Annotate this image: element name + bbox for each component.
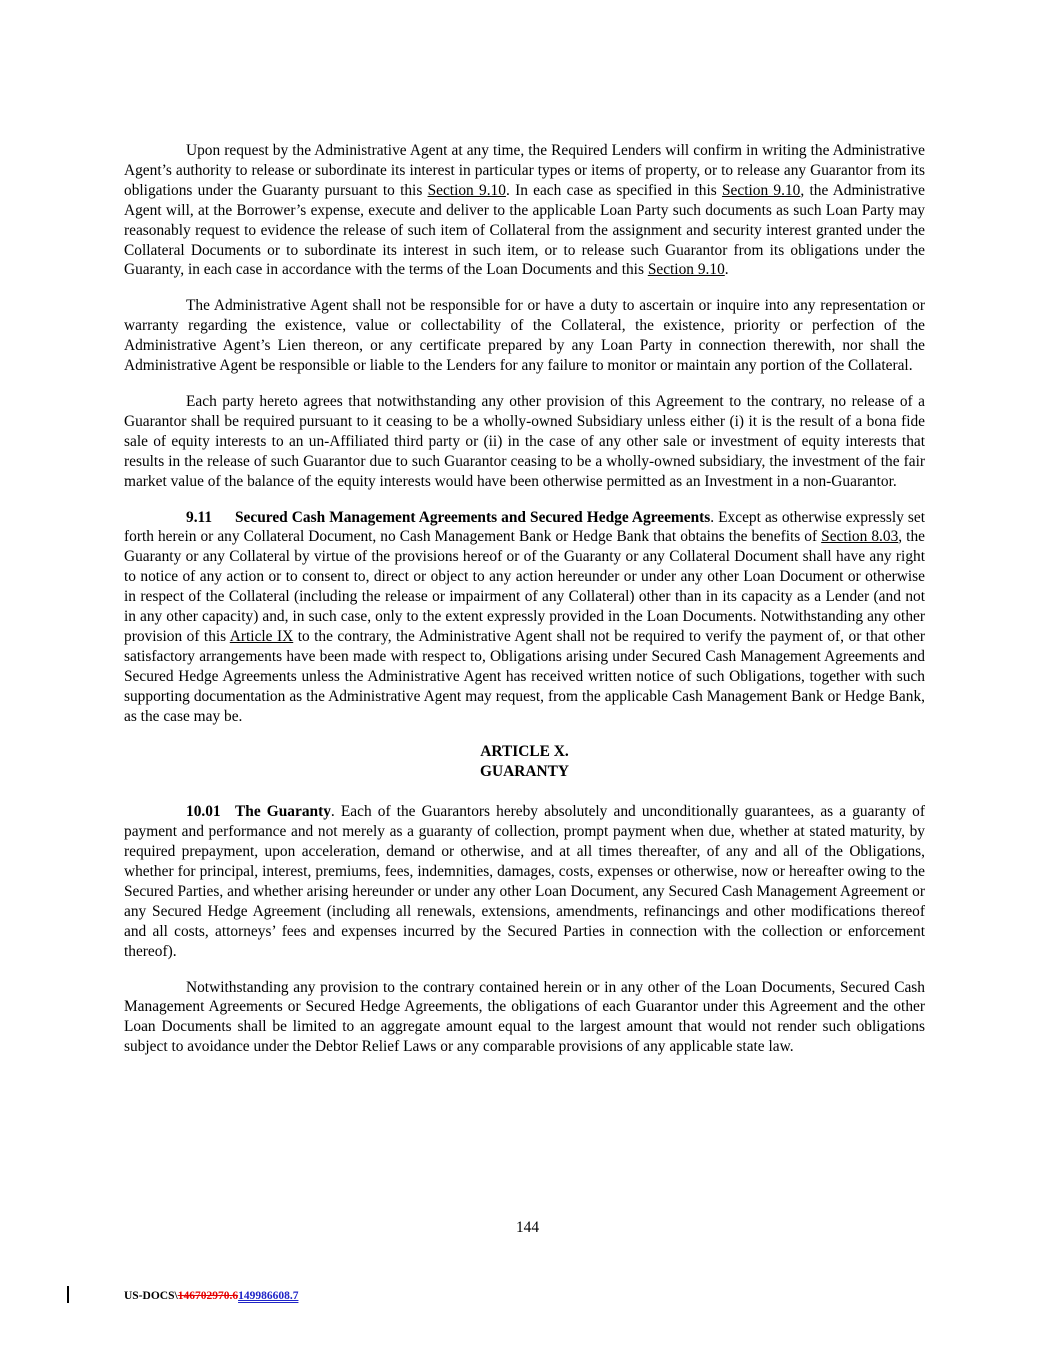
article-heading	[124, 742, 925, 782]
doc-id-deleted: 146702970.6	[177, 1290, 239, 1302]
section-heading: The Guaranty	[235, 803, 331, 821]
change-bar	[67, 1286, 69, 1303]
paragraph-text: Each party hereto agrees that notwithstanding any other provision of this Agreement to the contrary, no release of a Guarantor shall be required pursuant to it ceasing to be a wholly-owned Subsidiary unless either (i) it is the result of a bona fide sale of equity interests to an un-Affiliated third party or (ii) in the case of any other sale or investment of equity interests that results in the release of such Guarantor due to such Guarantor ceasing to be a wholly-owned subsidiary, the investment of the fair market value of the balance of the equity interests would have been otherwise permitted as an Investment in a non-Guarantor.	[124, 392, 925, 490]
paragraph-text: Upon request by the Administrative Agent at any time, the Required Lenders will confirm in writing the Administrative Agent’s authority to release or subordinate its interest in particular types or items of property, or to release any Guarantor from its obligations under the Guaranty pursuant to this	[124, 142, 925, 199]
section-reference-link: Section 9.10	[721, 181, 801, 199]
document-body	[124, 141, 925, 1073]
section-heading: Secured Cash Management Agreements and Secured Hedge Agreements	[235, 508, 711, 526]
paragraph-text: . Except as otherwise expressly set forth herein or any Collateral Document, no Cash Management Bank or Hedge Bank that obtains the benefits of	[124, 508, 925, 546]
section-10-01	[124, 802, 925, 961]
paragraph-agent-not-responsible	[124, 296, 925, 376]
paragraph-text: . Each of the Guarantors hereby absolutely and unconditionally guarantees, as a guaranty of payment and performance and not merely as a guaranty of collection, prompt payment when due, whether at stated maturity, by required prepayment, upon acceleration, demand or otherwise, and at all times thereafter, of any and all of the Obligations, whether for principal, interest, premiums, fees, indemnities, damages, costs, expenses or otherwise, now or hereafter owing to the Secured Parties, and whether arising hereunder or under any other Loan Document, any Secured Cash Management Agreement or any Secured Hedge Agreement (including all renewals, extensions, amendments, refinancings and other modifications thereof and all costs, attorneys’ fees and expenses incurred by the Secured Parties in connection with the collection or enforcement thereof).	[124, 803, 926, 960]
paragraph-text: .	[724, 261, 729, 279]
section-reference-link: Section 9.10	[647, 261, 725, 279]
article-title: GUARANTY	[480, 763, 569, 781]
paragraph-text: , the Administrative Agent will, at the Borrower’s expense, execute and deliver to the applicable Loan Party such documents as such Loan Party may reasonably request to evidence the release of such item of Collateral from the assignment and security interest granted under the Collateral Documents or to subordinate its interest in such item, or to release such Guarantor from its obligations under the Guaranty, in each case in accordance with the terms of the Loan Documents and this	[124, 181, 926, 279]
doc-id-inserted: 149986608.7	[238, 1290, 299, 1302]
paragraph-release-confirmation	[124, 141, 925, 280]
section-number: 9.11	[186, 508, 213, 526]
doc-id-prefix: US-DOCS\	[124, 1290, 178, 1302]
article-reference-link: Article IX	[229, 627, 294, 645]
section-number: 10.01	[186, 803, 221, 821]
paragraph-text: The Administrative Agent shall not be responsible for or have a duty to ascertain or inquire into any representation or warranty regarding the existence, value or collectability of the Collateral, the existence, priority or perfection of the Administrative Agent’s Lien thereon, or any certificate prepared by any Loan Party in connection therewith, nor shall the Administrative Agent be responsible or liable to the Lenders for any failure to monitor or maintain any portion of the Collateral.	[124, 297, 925, 375]
paragraph-text: . In each case as specified in this	[505, 181, 722, 199]
paragraph-limitation	[124, 978, 925, 1058]
paragraph-text: Notwithstanding any provision to the contrary contained herein or in any other of the Loan Documents, Secured Cash Management Agreements or Secured Hedge Agreements, the obligations of each Guarantor under this Agreement and the other Loan Documents shall be limited to an aggregate amount equal to the largest amount that would not render such obligations subject to avoidance under the Debtor Relief Laws or any comparable provisions of any applicable state law.	[124, 978, 925, 1056]
section-9-11	[124, 508, 925, 727]
paragraph-guarantor-release	[124, 392, 925, 492]
page-number: 144	[515, 1219, 540, 1236]
paragraph-text: , the Guaranty or any Collateral by virtue of the provisions hereof or of the Guaranty or any Collateral Document shall have any right to notice of any action or to consent to, direct or object to any action hereunder or under any other Loan Document or otherwise in respect of the Collateral (including the release or impairment of any Collateral) other than in its capacity as a Lender (and not in any other capacity) and, in such case, only to the extent expressly provided in the Loan Documents. Notwithstanding any other provision of this	[124, 528, 925, 645]
paragraph-text: to the contrary, the Administrative Agent shall not be required to verify the payment of, or that other satisfactory arrangements have been made with respect to, Obligations arising under Secured Cash Management Agreements and Secured Hedge Agreements unless the Administrative Agent has received written notice of such Obligations, together with such supporting documentation as the Administrative Agent may request, from the applicable Cash Management Bank or Hedge Bank, as the case may be.	[124, 627, 925, 725]
document-id	[124, 1289, 298, 1303]
section-reference-link: Section 9.10	[427, 181, 506, 199]
article-number: ARTICLE X.	[480, 743, 569, 761]
section-reference-link: Section 8.03	[821, 528, 899, 546]
